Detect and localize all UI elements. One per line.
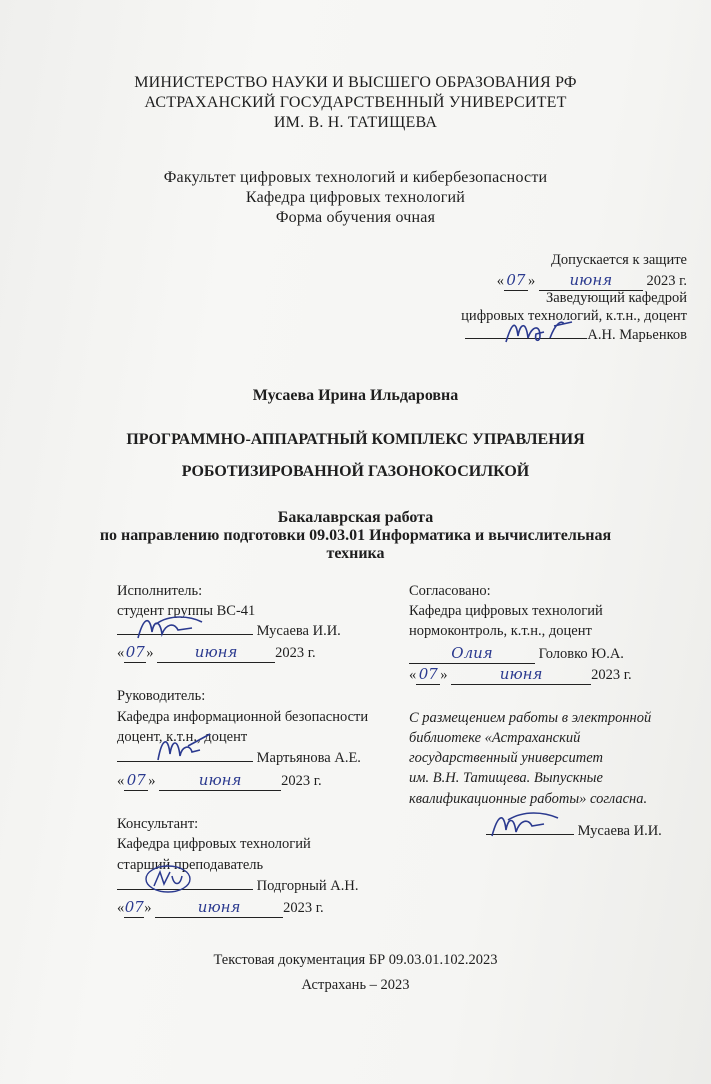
work-title-line1: ПРОГРАММНО-АППАРАТНЫЙ КОМПЛЕКС УПРАВЛЕНИЯ	[126, 431, 585, 448]
supervisor-dept: Кафедра информационной безопасности	[117, 709, 369, 725]
consultant-name: Подгорный А.Н.	[256, 878, 359, 894]
approval-month: июня	[569, 271, 613, 289]
agreed-role: нормоконтроль, к.т.н., доцент	[409, 623, 592, 639]
work-direction-line2: техника	[326, 545, 385, 562]
consultant-date: «07» июня 2023 г.	[117, 898, 324, 916]
work-type: Бакалаврская работа	[277, 509, 434, 526]
publication-signature-line	[486, 822, 662, 840]
consultant-dept: Кафедра цифровых технологий	[117, 836, 311, 852]
publication-name: Мусаева И.И.	[577, 823, 662, 839]
supervisor-role: доцент, к.т.н., доцент	[117, 729, 248, 745]
publication-line2: библиотеке «Астраханский	[409, 730, 581, 746]
supervisor-label: Руководитель:	[117, 688, 206, 704]
agreed-day: 07	[418, 665, 438, 683]
admit-label: Допускается к защите	[550, 252, 687, 268]
publication-line3: государственный университет	[409, 750, 603, 766]
agreed-year: 2023 г.	[591, 667, 632, 683]
supervisor-day: 07	[126, 771, 146, 789]
city-year: Астрахань – 2023	[301, 977, 410, 993]
executor-role: студент группы ВС-41	[117, 603, 256, 619]
approval-date: « 07 » июня 2023 г.	[496, 271, 687, 289]
supervisor-month: июня	[198, 771, 242, 789]
work-title-line2: РОБОТИЗИРОВАННОЙ ГАЗОНОКОСИЛКОЙ	[181, 463, 530, 480]
supervisor-year: 2023 г.	[281, 773, 322, 789]
author-name: Мусаева Ирина Ильдаровна	[252, 387, 459, 404]
agreed-label: Согласовано:	[409, 583, 491, 599]
publication-line1: С размещением работы в электронной	[409, 710, 652, 726]
document-code: Текстовая документация БР 09.03.01.102.2023	[213, 952, 498, 968]
supervisor-date: « 07 » июня 2023 г.	[117, 771, 322, 789]
consultant-signature-line	[117, 877, 358, 895]
consultant-month: июня	[197, 898, 241, 916]
head-signature-line	[465, 326, 687, 344]
agreed-date: « 07 » июня 2023 г.	[409, 665, 632, 683]
ministry-line: МИНИСТЕРСТВО НАУКИ И ВЫСШЕГО ОБРАЗОВАНИЯ РФ	[134, 74, 577, 91]
publication-line4: им. В.Н. Татищева. Выпускные	[409, 770, 603, 786]
department-line: Кафедра цифровых технологий	[245, 189, 466, 206]
consultant-day: 07	[124, 898, 144, 916]
approval-day: 07	[506, 271, 526, 289]
faculty-line: Факультет цифровых технологий и кибербезопасности	[163, 169, 548, 186]
approval-year: 2023 г.	[646, 273, 687, 289]
university-named-line: ИМ. В. Н. ТАТИЩЕВА	[273, 114, 438, 131]
consultant-label: Консультант:	[117, 816, 199, 832]
supervisor-name: Мартьянова А.Е.	[256, 750, 361, 766]
executor-day: 07	[125, 643, 145, 661]
executor-year: 2023 г.	[275, 645, 316, 661]
executor-date: «07» июня 2023 г.	[117, 643, 316, 661]
agreed-month: июня	[499, 665, 543, 683]
consultant-role: старший преподаватель	[117, 857, 264, 873]
agreed-signature: Олия	[451, 644, 493, 662]
consultant-year: 2023 г.	[283, 900, 324, 916]
work-direction-line1: по направлению подготовки 09.03.01 Информатика и вычислительная	[99, 527, 612, 544]
head-title: Заведующий кафедрой	[545, 290, 687, 306]
supervisor-signature-line	[117, 749, 361, 767]
head-dept: цифровых технологий, к.т.н., доцент	[461, 308, 687, 324]
executor-signature-line	[117, 622, 341, 640]
head-name: А.Н. Марьенков	[587, 327, 687, 343]
executor-month: июня	[194, 643, 238, 661]
university-line: АСТРАХАНСКИЙ ГОСУДАРСТВЕННЫЙ УНИВЕРСИТЕТ	[144, 94, 567, 111]
executor-name: Мусаева И.И.	[256, 623, 341, 639]
study-form-line: Форма обучения очная	[275, 209, 436, 226]
agreed-signature-line	[409, 644, 624, 664]
publication-line5: квалификационные работы» согласна.	[409, 791, 648, 807]
executor-label: Исполнитель:	[117, 583, 203, 599]
agreed-name: Головко Ю.А.	[538, 646, 624, 662]
agreed-dept: Кафедра цифровых технологий	[409, 603, 603, 619]
